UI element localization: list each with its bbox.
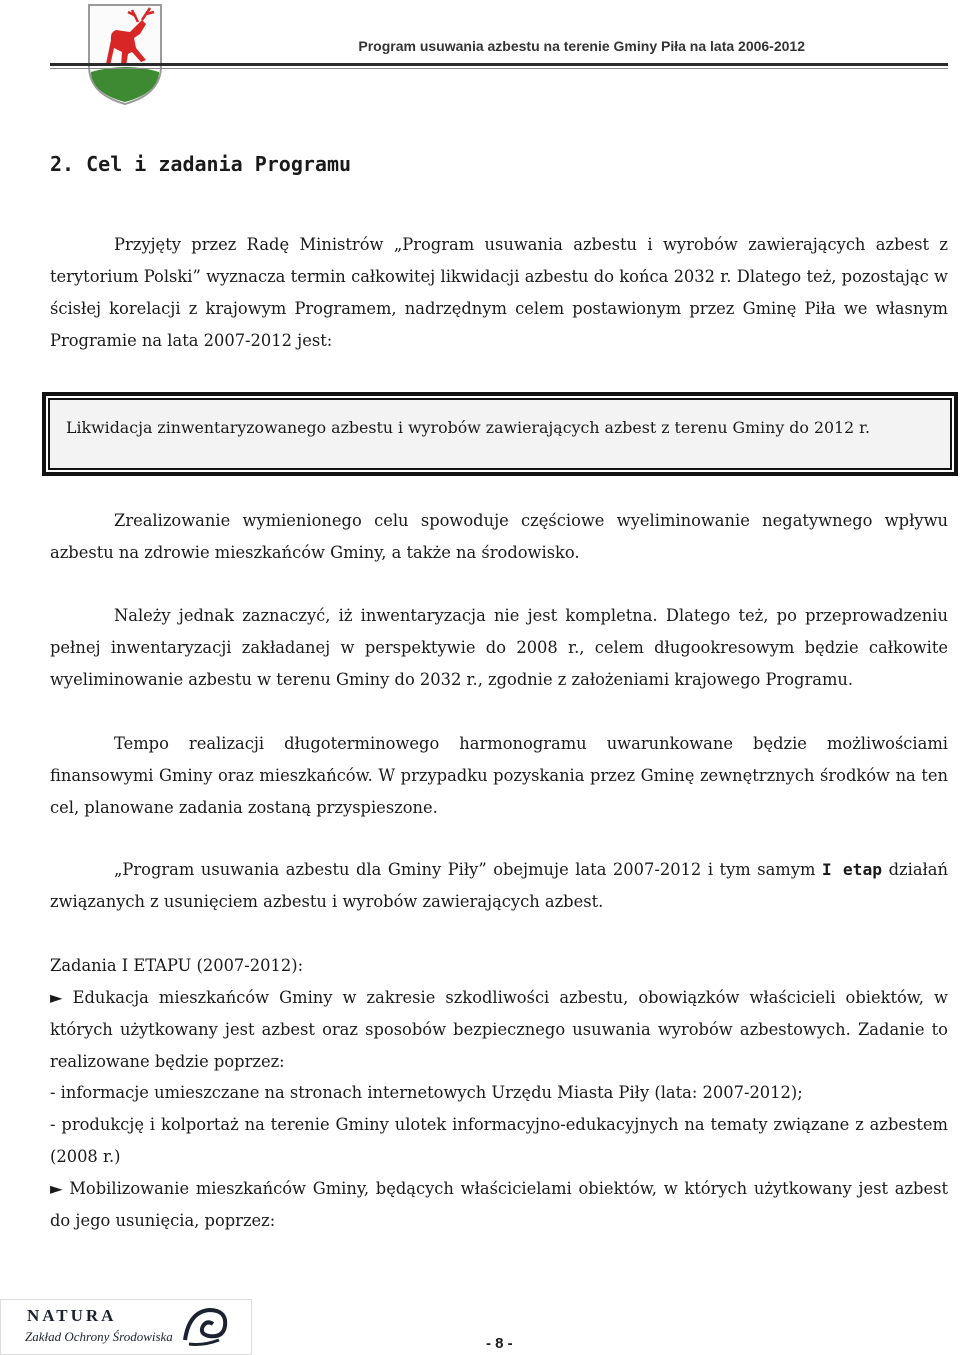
- goal-box: [42, 392, 958, 476]
- effect-paragraph: Zrealizowanie wymienionego celu spowoduje częściowe wyeliminowanie negatywnego wpływu azbestu na zdrowie mieszkańców Gminy, a także na środowisko.: [50, 511, 948, 562]
- tempo-paragraph: Tempo realizacji długoterminowego harmonogramu uwarunkowane będzie możliwościami finansowymi Gminy oraz mieszkańców. W przypadku pozyskania przez Gminę zewnętrznych środków na ten cel, planowane zadania zostaną przyspieszone.: [50, 734, 948, 817]
- intro-paragraph: Przyjęty przez Radę Ministrów „Program usuwania azbestu i wyrobów zawierających azbest z terytorium Polski” wyznacza termin całkowitej likwidacji azbestu do końca 2032 r. Dlatego też, pozostając w ścisłej korelacji z krajowym Programem, nadrzędnym celem postawionym przez Gminę Piła we własnym Programie na lata 2007-2012 jest:: [50, 235, 948, 350]
- header-title: Program usuwania azbestu na terenie Gminy Piła na lata 2006-2012: [358, 38, 805, 54]
- task-mobilization: ► Mobilizowanie mieszkańców Gminy, będących właścicielami obiektów, w których użytkowany jest azbest do jego usunięcia, poprzez:: [50, 1179, 948, 1230]
- note-paragraph: Należy jednak zaznaczyć, iż inwentaryzacja nie jest kompletna. Dlatego też, po przeprowadzeniu pełnej inwentaryzacji zakładanej w perspektywie do 2008 r., celem długookresowym będzie całkowite wyeliminowanie azbestu w terenu Gminy do 2032 r., zgodnie z założeniami krajowego Programu.: [50, 606, 948, 689]
- stage-text-after: działań związanych z usunięciem azbestu i wyrobów zawierających azbest.: [50, 860, 949, 911]
- goal-text: Likwidacja zinwentaryzowanego azbestu i wyrobów zawierających azbest z terenu Gminy do 2012 r.: [66, 418, 870, 437]
- logo-subtitle: Zakład Ochrony Środowiska: [25, 1329, 173, 1344]
- stage-text-before: „Program usuwania azbestu dla Gminy Piły” obejmuje lata 2007-2012 i tym samym: [114, 860, 822, 879]
- header-rule-thin: [50, 68, 948, 69]
- page-number: - 8 -: [486, 1335, 513, 1352]
- task-education-item-leaflets: - produkcję i kolportaż na terenie Gminy ulotek informacyjno-edukacyjnych na tematy związane z azbestem (2008 r.): [50, 1115, 948, 1166]
- section-title: 2. Cel i zadania Programu: [50, 152, 352, 176]
- stage-paragraph: [50, 854, 948, 918]
- task-education-item-web: - informacje umieszczane na stronach internetowych Urzędu Miasta Piły (lata: 2007-2012);: [50, 1083, 803, 1102]
- natura-logo: [0, 1299, 252, 1355]
- header-rule: [50, 63, 948, 66]
- logo-name: NATURA: [27, 1306, 117, 1325]
- coat-of-arms-logo: [86, 2, 164, 106]
- task-education: ► Edukacja mieszkańców Gminy w zakresie szkodliwości azbestu, obowiązków właścicieli obiektów, w których użytkowany jest azbest oraz sposobów bezpiecznego usuwania wyrobów azbestowych. Zadanie to realizowane będzie poprzez:: [50, 988, 948, 1071]
- stage-bold: I etap: [821, 860, 883, 879]
- swirl-icon: [179, 1304, 231, 1348]
- tasks-heading: Zadania I ETAPU (2007-2012):: [50, 956, 304, 975]
